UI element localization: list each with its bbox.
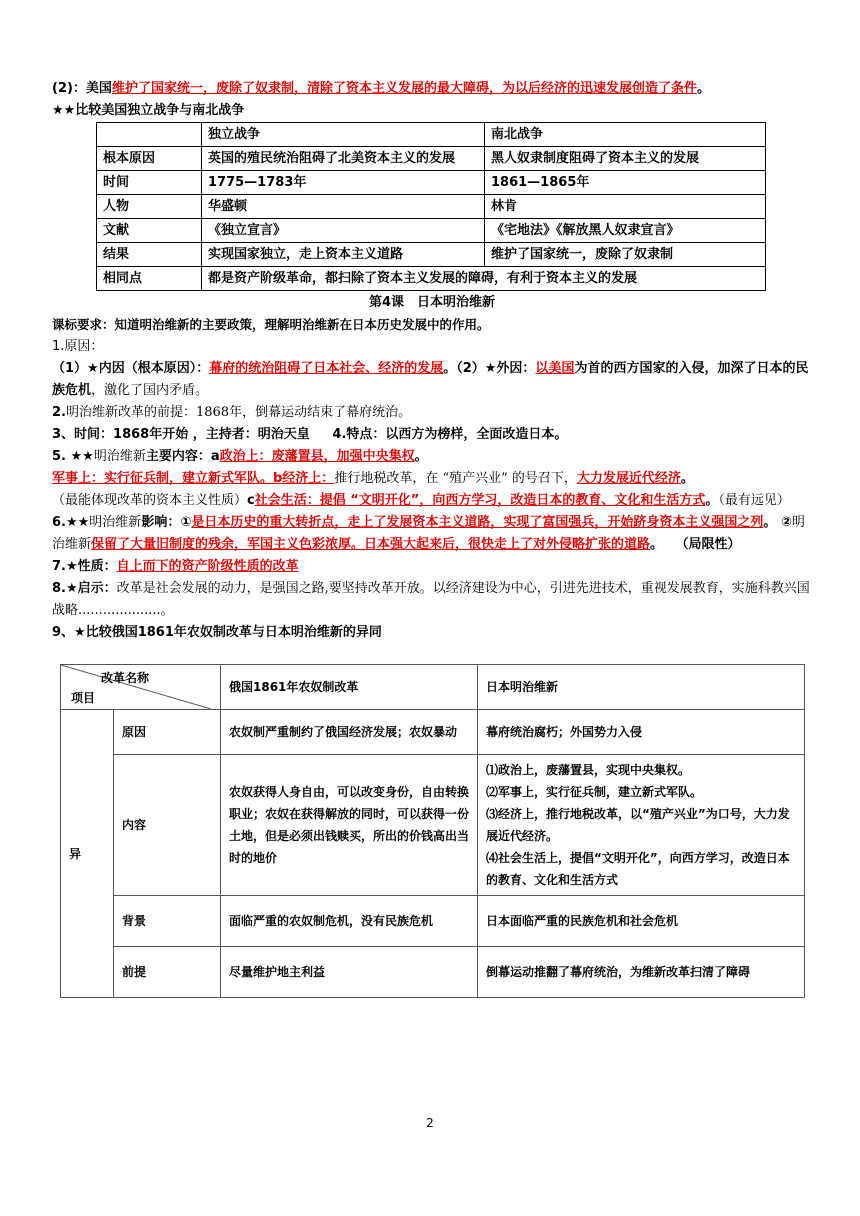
- highlight-text: 保留了大量旧制度的残余，军国主义色彩浓厚。日本强大起来后，很快走上了对外侵略扩张的道路: [91, 537, 651, 552]
- table-cell: 黑人奴隶制度阻碍了资本主义的发展: [485, 147, 766, 171]
- table-row: [97, 219, 766, 243]
- list-item: ⑴政治上，废藩置县，实现中央集权。: [486, 763, 691, 777]
- text: 改革是社会发展的动力，是强国之路,要坚持改革开放。以经济建设为中心，引进先进技术，重视发展教育，实施科教兴国战略....................。: [52, 581, 810, 618]
- highlight-text: 维护了国家统一，废除了奴隶制，清除了资本主义发展的最大障碍，为以后经济的迅速发展创造了条件: [111, 81, 697, 96]
- text: 。: [650, 537, 664, 552]
- text: 为首的西方国家的入侵，加深了日本的民族危机: [52, 361, 809, 398]
- comparison-table-reforms: [60, 664, 805, 998]
- section-1-heading: 1.原因：: [52, 339, 104, 354]
- table-cell: 根本原因: [97, 147, 202, 171]
- table-cell: 农奴获得人身自由，可以改变身份，自由转换职业；农奴在获得解放的同时，可以获得一份土地，但是必须出钱赎买，所出的价钱高出当时的地价: [221, 755, 478, 896]
- text: 6.★★: [52, 515, 90, 530]
- group-cell: 异: [61, 710, 114, 998]
- diagonal-header: [61, 665, 220, 709]
- table-header-row: [61, 665, 805, 710]
- section-1-cause: [52, 358, 812, 402]
- section-6: [52, 512, 812, 556]
- table-row: [61, 896, 805, 947]
- table-row: [97, 147, 766, 171]
- table-cell: 南北战争: [485, 123, 766, 147]
- table-cell: 尽量维护地主利益: [221, 947, 478, 998]
- text: 。: [705, 493, 719, 508]
- table-cell: 《独立宣言》: [202, 219, 485, 243]
- text: 3、时间：1868年开始 ，主持者：明治天皇: [52, 427, 310, 442]
- highlight-text: 政治上：废藩置县，加强中央集权: [219, 449, 415, 464]
- list-item: ⑵军事上，实行征兵制，建立新式军队。: [486, 785, 703, 799]
- text: 推行地税改革，在 “殖产兴业” 的号召下，: [334, 471, 577, 486]
- list-item: ⑷社会生活上，提倡“文明开化”，向西方学习，改造日本的教育、文化和生活方式: [486, 851, 790, 887]
- table-cell: 农奴制严重制约了俄国经济发展；农奴暴动: [221, 710, 478, 755]
- table-row: [97, 195, 766, 219]
- table-cell: 相同点: [97, 267, 202, 291]
- corner-bottom-label: 项目: [71, 691, 96, 705]
- section-2: [52, 402, 812, 424]
- text: 明治维新: [89, 515, 142, 530]
- text: （最能体现改革的资本主义性质）: [52, 493, 248, 508]
- text: （1）★内因（根本原因）：: [52, 361, 210, 376]
- highlight-text: 自上而下的资产阶级性质的改革: [116, 559, 299, 574]
- highlight-text: 社会生活：提倡 “文明开化”，向西方学习，改造日本的教育、文化和生活方式: [254, 493, 706, 508]
- table-row: [61, 947, 805, 998]
- highlight-text: 以美国: [535, 361, 575, 376]
- text: 。: [680, 471, 694, 486]
- document-page: [52, 78, 812, 998]
- section-9-heading: 9、★比较俄国1861年农奴制改革与日本明治维新的异同: [52, 625, 382, 640]
- table-cell: 背景: [114, 896, 221, 947]
- table-row: [61, 755, 805, 896]
- lesson-title: 第4课 日本明治维新: [368, 295, 496, 310]
- table-cell: 幕府统治腐朽；外国势力入侵: [478, 710, 805, 755]
- table-cell: [478, 755, 805, 896]
- paragraph-civil-war-significance: [52, 78, 812, 100]
- table-cell: 原因: [114, 710, 221, 755]
- text: 8.★启示：: [52, 581, 117, 596]
- list-item: ⑶经济上，推行地税改革，以“殖产兴业”为口号，大力发展近代经济。: [486, 807, 790, 843]
- text: 7.★性质：: [52, 559, 117, 574]
- table-cell: 都是资产阶级革命，都扫除了资本主义发展的障碍，有利于资本主义的发展: [202, 267, 766, 291]
- section-3-4: [52, 424, 812, 446]
- text: 明治维新改革的前提：1868年，倒幕运动结束了幕府统治。: [65, 405, 412, 420]
- table-cell: 结果: [97, 243, 202, 267]
- section-heading: ★★比较美国独立战争与南北战争: [52, 103, 245, 118]
- text: 明治维新: [52, 515, 805, 552]
- text: c: [247, 493, 255, 508]
- highlight-text: 军事上：实行征兵制，建立新式军队。b经济上：: [52, 471, 335, 486]
- table-cell: 倒幕运动推翻了幕府统治，为维新改革扫清了障碍: [478, 947, 805, 998]
- table-row: [97, 243, 766, 267]
- table-row: [61, 710, 805, 755]
- table-cell: 维护了国家统一，废除了奴隶制: [485, 243, 766, 267]
- table-header-row: [97, 123, 766, 147]
- table-cell: 实现国家独立，走上资本主义道路: [202, 243, 485, 267]
- text: 影响：①: [141, 515, 192, 530]
- table-cell: 英国的殖民统治阻碍了北美资本主义的发展: [202, 147, 485, 171]
- table-cell: 前提: [114, 947, 221, 998]
- section-7: [52, 556, 812, 578]
- table-cell: 1775—1783年: [202, 171, 485, 195]
- highlight-text: 是日本历史的重大转折点，走上了发展资本主义道路，实现了富国强兵，开始跻身资本主义强国之列: [191, 515, 764, 530]
- table-cell: 华盛顿: [202, 195, 485, 219]
- text: 4.特点：以西方为榜样，全面改造日本。: [332, 427, 568, 442]
- text: （最有远见）: [718, 493, 790, 508]
- table-cell: 1861—1865年: [485, 171, 766, 195]
- table-row: [97, 267, 766, 291]
- table-cell: 日本明治维新: [478, 665, 805, 710]
- comparison-table-wars: [96, 122, 766, 291]
- text: 。（2）★外因：: [443, 361, 536, 376]
- text: ，激化了国内矛盾。: [91, 383, 209, 398]
- text: 。: [414, 449, 428, 464]
- table-cell: 林肯: [485, 195, 766, 219]
- table-cell: 《宅地法》《解放黑人奴隶宣言》: [485, 219, 766, 243]
- table-corner-cell: [61, 665, 221, 710]
- table-cell: 内容: [114, 755, 221, 896]
- text: (2)：美国: [52, 81, 112, 96]
- curriculum-requirement: 课标要求：知道明治维新的主要政策，理解明治维新在日本历史发展中的作用。: [52, 317, 490, 332]
- section-8: [52, 578, 812, 622]
- text: 主要内容：a: [145, 449, 220, 464]
- table-cell: [97, 123, 202, 147]
- table-cell: 面临严重的农奴制危机，没有民族危机: [221, 896, 478, 947]
- table-row: [97, 171, 766, 195]
- table-cell: 独立战争: [202, 123, 485, 147]
- section-5: [52, 446, 812, 512]
- text: 明治维新: [93, 449, 146, 464]
- table-cell: 日本面临严重的民族危机和社会危机: [478, 896, 805, 947]
- highlight-text: 大力发展近代经济: [576, 471, 681, 486]
- text: 2.: [52, 405, 66, 420]
- table-cell: 俄国1861年农奴制改革: [221, 665, 478, 710]
- text: （局限性）: [675, 537, 741, 552]
- corner-top-label: 改革名称: [101, 671, 150, 685]
- table-cell: 时间: [97, 171, 202, 195]
- text: 。: [696, 81, 710, 96]
- text: 。 ②: [763, 515, 792, 530]
- table-cell: 文献: [97, 219, 202, 243]
- text: 5. ★★: [52, 449, 94, 464]
- table-cell: 人物: [97, 195, 202, 219]
- highlight-text: 幕府的统治阻碍了日本社会、经济的发展: [209, 361, 444, 376]
- page-number: 2: [426, 1116, 434, 1130]
